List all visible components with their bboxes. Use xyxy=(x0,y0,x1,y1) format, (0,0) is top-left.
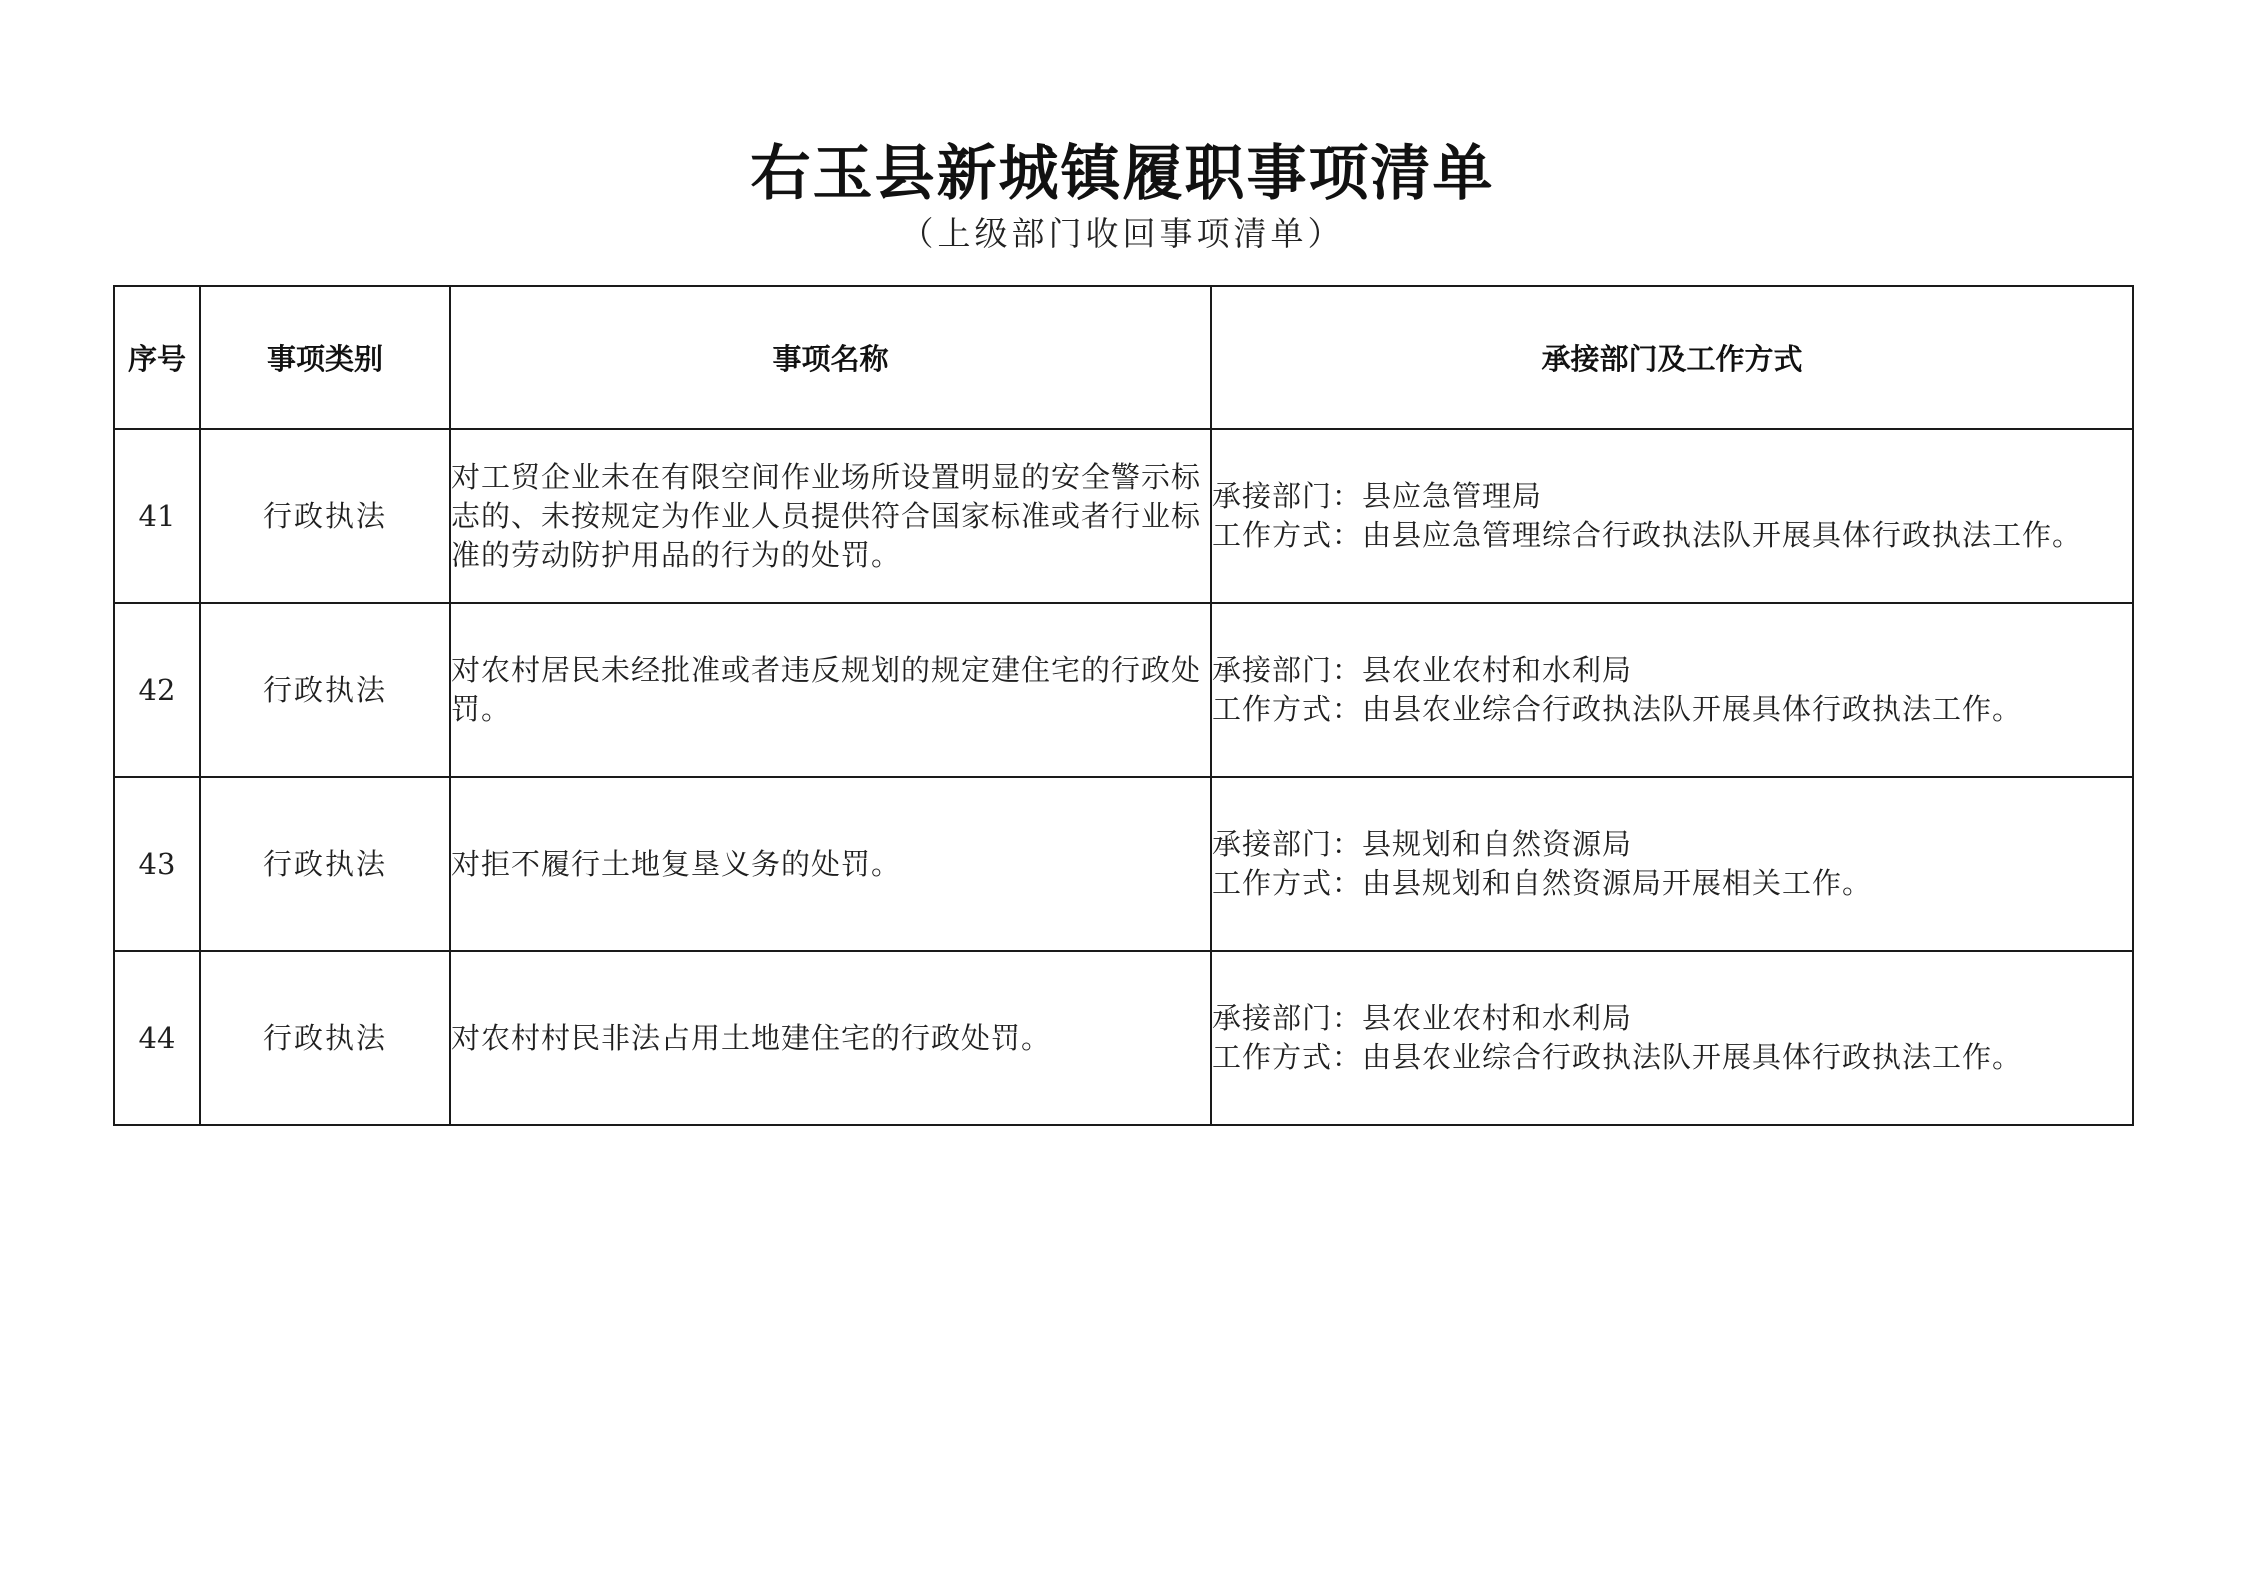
row-dept xyxy=(1211,777,2133,951)
header-category: 事项类别 xyxy=(200,286,450,429)
row-dept xyxy=(1211,951,2133,1125)
row-dept-line: 承接部门：县农业农村和水利局 xyxy=(1212,1001,1633,1035)
row-name: 对拒不履行土地复垦义务的处罚。 xyxy=(450,777,1211,951)
row-method-line: 工作方式：由县农业综合行政执法队开展具体行政执法工作。 xyxy=(1212,692,2023,726)
row-seq: 44 xyxy=(114,951,200,1125)
document-title: 右玉县新城镇履职事项清单 xyxy=(750,139,1495,209)
row-method-line: 工作方式：由县应急管理综合行政执法队开展具体行政执法工作。 xyxy=(1212,518,2083,552)
row-name: 对农村村民非法占用土地建住宅的行政处罚。 xyxy=(450,951,1211,1125)
row-category: 行政执法 xyxy=(200,951,450,1125)
row-name: 对农村居民未经批准或者违反规划的规定建住宅的行政处罚。 xyxy=(450,603,1211,777)
table-row xyxy=(114,951,2133,1125)
row-dept xyxy=(1211,429,2133,603)
table-header-row xyxy=(114,286,2133,429)
row-seq: 42 xyxy=(114,603,200,777)
row-seq: 41 xyxy=(114,429,200,603)
row-category: 行政执法 xyxy=(200,777,450,951)
row-category: 行政执法 xyxy=(200,603,450,777)
row-method-line: 工作方式：由县规划和自然资源局开展相关工作。 xyxy=(1212,866,1873,900)
table-row xyxy=(114,603,2133,777)
table-row xyxy=(114,429,2133,603)
header-seq: 序号 xyxy=(114,286,200,429)
row-dept xyxy=(1211,603,2133,777)
row-category: 行政执法 xyxy=(200,429,450,603)
table-row xyxy=(114,777,2133,951)
document-subtitle: （上级部门收回事项清单） xyxy=(900,214,1345,253)
row-dept-line: 承接部门：县农业农村和水利局 xyxy=(1212,653,1633,687)
row-seq: 43 xyxy=(114,777,200,951)
items-table xyxy=(113,285,2134,1126)
row-dept-line: 承接部门：县规划和自然资源局 xyxy=(1212,827,1633,861)
row-method-line: 工作方式：由县农业综合行政执法队开展具体行政执法工作。 xyxy=(1212,1040,2023,1074)
row-dept-line: 承接部门：县应急管理局 xyxy=(1212,479,1543,513)
row-name: 对工贸企业未在有限空间作业场所设置明显的安全警示标志的、未按规定为作业人员提供符合国家标准或者行业标准的劳动防护用品的行为的处罚。 xyxy=(450,429,1211,603)
header-name: 事项名称 xyxy=(450,286,1211,429)
header-dept: 承接部门及工作方式 xyxy=(1211,286,2133,429)
